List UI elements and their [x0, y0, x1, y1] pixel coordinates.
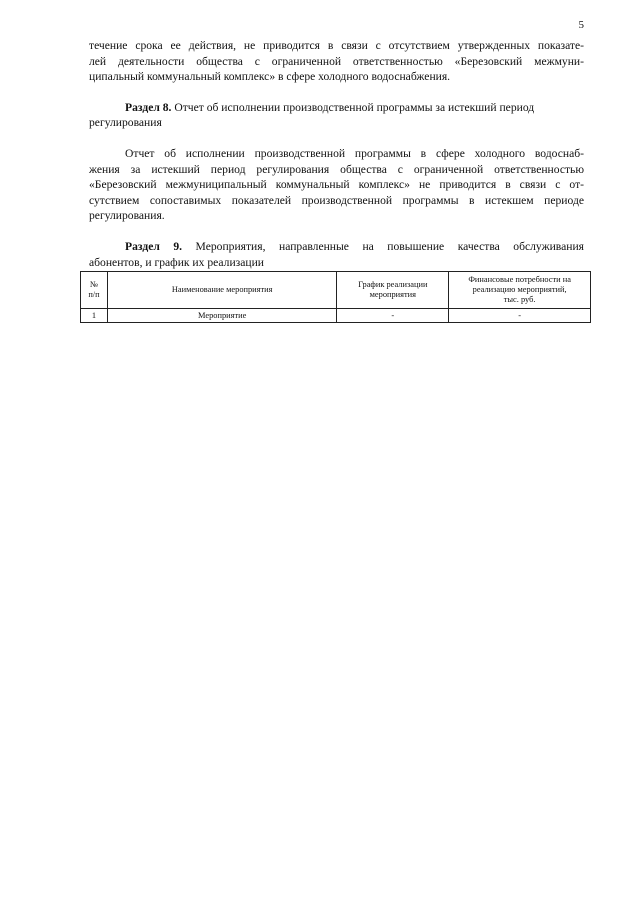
header-financial-needs	[449, 272, 591, 309]
header-finance-line: тыс. руб.	[503, 295, 536, 304]
header-finance-line: реализацию мероприятий,	[472, 285, 567, 294]
measures-table	[80, 271, 591, 323]
intro-line: ципальный коммунальный комплекс» в сфере холодного водоснабжения.	[89, 70, 451, 84]
section-8-paragraph	[89, 146, 584, 224]
section-8-line: «Березовский межмуниципальный коммунальный комплекс» не приводится в связи с от-	[89, 178, 584, 192]
cell-measure-name: Мероприятие	[107, 309, 336, 323]
section-8-line: жения за истекший период регулирования общества с ограниченной ответственностью	[89, 162, 584, 176]
cell-financial-needs: -	[449, 309, 591, 323]
cell-number: 1	[81, 309, 108, 323]
header-schedule-line: График реализации	[358, 280, 428, 289]
header-measure-name: Наименование мероприятия	[107, 272, 336, 309]
document-body	[89, 38, 584, 270]
header-schedule	[337, 272, 449, 309]
section-9-label: Раздел 9.	[125, 239, 183, 253]
section-8-line: сутствием сопоставимых показателей производственной программы в истекшем периоде	[89, 193, 584, 207]
intro-paragraph	[89, 38, 584, 85]
section-8-title	[89, 100, 584, 116]
cell-schedule: -	[337, 309, 449, 323]
section-8-title-text: Отчет об исполнении производственной программы за истекший период	[171, 100, 535, 114]
section-8-label: Раздел 8.	[125, 100, 172, 114]
header-number	[81, 272, 108, 309]
intro-line: лей деятельности общества с ограниченной ответственностью «Березовский межмуни-	[89, 54, 584, 68]
section-9-title-text: Мероприятия, направленные на повышение качества обслуживания	[182, 239, 584, 253]
section-9-title-line2: абонентов, и график их реализации	[89, 255, 264, 269]
section-8-line: Отчет об исполнении производственной программы в сфере холодного водоснаб-	[125, 146, 584, 160]
header-schedule-line: мероприятия	[369, 290, 417, 299]
intro-line: течение срока ее действия, не приводится в связи с отсутствием утвержденных показате-	[89, 39, 584, 52]
section-8-heading	[89, 100, 584, 131]
section-8-title-line2: регулирования	[89, 116, 162, 130]
header-number-line: п/п	[88, 290, 100, 299]
page-number: 5	[578, 19, 584, 31]
table-row	[81, 309, 591, 323]
header-finance-line: Финансовые потребности на	[468, 275, 571, 284]
section-8-line: регулирования.	[89, 209, 165, 223]
table-header-row	[81, 272, 591, 309]
section-9-heading	[89, 239, 584, 270]
header-number-line: №	[89, 280, 98, 289]
section-9-title	[89, 239, 584, 255]
